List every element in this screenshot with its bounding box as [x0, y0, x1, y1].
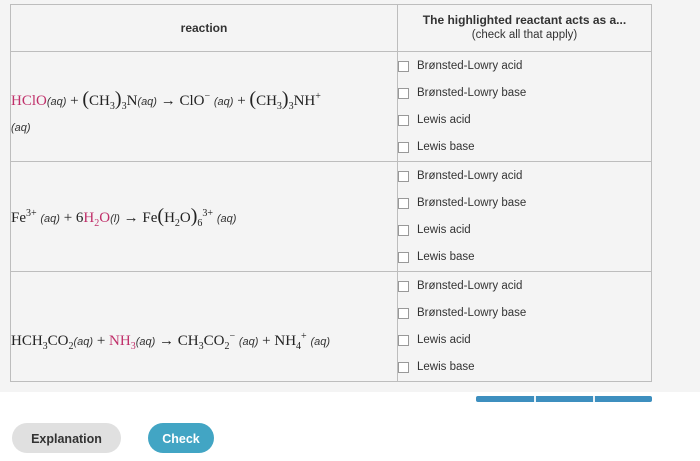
option-row[interactable]	[398, 190, 651, 217]
equation-part: → CH	[155, 333, 199, 349]
option-checkbox[interactable]	[398, 142, 409, 153]
equation-part: + 6	[59, 209, 84, 226]
equation-part: H	[83, 209, 95, 226]
equation-part: (l)	[110, 212, 120, 225]
equation-part: (	[157, 204, 165, 227]
option-row[interactable]	[398, 273, 651, 300]
equation-part: (aq)	[216, 212, 237, 225]
equation-part: 3	[121, 100, 127, 112]
option-label: Lewis acid	[417, 114, 471, 126]
progress-divider	[534, 396, 536, 402]
equation-part: 3	[288, 100, 294, 112]
equation-part: +	[301, 331, 307, 342]
reaction-equation-2	[11, 162, 398, 272]
progress-divider	[593, 396, 595, 402]
equation-part: CH	[89, 92, 110, 109]
equation-text	[11, 331, 397, 352]
option-label: Brønsted-Lowry acid	[417, 60, 523, 72]
options-group-3	[398, 272, 652, 382]
equation-part: NH	[109, 333, 131, 349]
option-label: Brønsted-Lowry base	[417, 307, 527, 319]
equation-part: (aq)	[213, 95, 234, 108]
equation-part: 6	[197, 217, 203, 229]
equation-part: )	[114, 87, 122, 110]
reaction-table	[10, 4, 652, 382]
option-row[interactable]	[398, 163, 651, 190]
equation-text	[11, 205, 397, 229]
equation-part: (aq)	[40, 212, 60, 225]
option-label: Brønsted-Lowry acid	[417, 170, 523, 182]
option-row[interactable]	[398, 107, 651, 134]
option-checkbox[interactable]	[398, 171, 409, 182]
explanation-button[interactable]: Explanation	[12, 423, 121, 453]
option-checkbox[interactable]	[398, 362, 409, 373]
equation-part: 3	[42, 341, 48, 352]
equation-part: (	[82, 87, 90, 110]
reaction-row-2	[11, 162, 652, 272]
equation-part: −	[204, 90, 211, 102]
question-subtitle: (check all that apply)	[471, 29, 578, 41]
equation-part: 2	[224, 341, 230, 352]
equation-part: 2	[68, 341, 74, 352]
option-label: Lewis acid	[417, 224, 471, 236]
equation-part: N	[126, 92, 138, 109]
equation-part: (aq)	[73, 336, 94, 348]
equation-part: 3	[130, 341, 136, 352]
reaction-row-1	[11, 52, 652, 162]
equation-part: (aq)	[238, 336, 259, 348]
equation-part: 2	[94, 217, 100, 229]
equation-part: HCH	[11, 333, 43, 349]
equation-part: HClO	[11, 92, 47, 109]
equation-part: 4	[296, 341, 302, 352]
equation-part: 3	[276, 100, 282, 112]
option-label: Lewis acid	[417, 334, 471, 346]
equation-part: +	[315, 90, 321, 102]
equation-part: )	[281, 87, 289, 110]
equation-part: 2	[174, 217, 180, 229]
option-row[interactable]	[398, 244, 651, 271]
option-checkbox[interactable]	[398, 225, 409, 236]
equation-wrap-state: (aq)	[11, 121, 31, 134]
question-title: The highlighted reactant acts as a...	[422, 13, 627, 27]
equation-part: −	[229, 331, 236, 342]
equation-part: O	[99, 209, 111, 226]
equation-part: NH	[293, 92, 316, 109]
equation-part: → Fe	[119, 209, 158, 226]
equation-text	[11, 88, 397, 112]
equation-part: O	[179, 209, 191, 226]
option-row[interactable]	[398, 327, 651, 354]
equation-part: → ClO	[156, 92, 205, 109]
option-label: Lewis base	[417, 251, 475, 263]
table-header-row	[11, 5, 652, 52]
equation-part: (aq)	[310, 336, 330, 348]
option-row[interactable]	[398, 354, 651, 381]
option-row[interactable]	[398, 300, 651, 327]
equation-part: +	[233, 92, 250, 109]
option-row[interactable]	[398, 53, 651, 80]
options-group-1	[398, 52, 652, 162]
question-column-header	[398, 5, 652, 52]
equation-part: +	[66, 92, 83, 109]
equation-part: CO	[203, 333, 225, 349]
option-label: Lewis base	[417, 361, 475, 373]
option-checkbox[interactable]	[398, 308, 409, 319]
option-checkbox[interactable]	[398, 198, 409, 209]
equation-part: +	[93, 333, 110, 349]
equation-part: )	[190, 204, 198, 227]
option-checkbox[interactable]	[398, 252, 409, 263]
option-label: Brønsted-Lowry base	[417, 87, 527, 99]
equation-part: CH	[256, 92, 277, 109]
option-checkbox[interactable]	[398, 335, 409, 346]
option-row[interactable]	[398, 80, 651, 107]
equation-part: (	[249, 87, 257, 110]
option-checkbox[interactable]	[398, 88, 409, 99]
equation-part: (aq)	[137, 95, 157, 108]
equation-part: 3	[109, 100, 115, 112]
equation-part: (aq)	[46, 95, 67, 108]
reaction-equation-1	[11, 52, 398, 162]
reaction-row-3	[11, 272, 652, 382]
option-label: Lewis base	[417, 141, 475, 153]
option-checkbox[interactable]	[398, 281, 409, 292]
progress-bar	[476, 396, 652, 402]
option-label: Brønsted-Lowry acid	[417, 280, 523, 292]
option-checkbox[interactable]	[398, 61, 409, 72]
equation-part: CO	[47, 333, 69, 349]
option-row[interactable]	[398, 134, 651, 161]
equation-part: Fe	[11, 209, 26, 226]
option-row[interactable]	[398, 217, 651, 244]
reaction-equation-3	[11, 272, 398, 382]
equation-part: + NH	[258, 333, 297, 349]
equation-part: H	[164, 209, 175, 226]
equation-part: (aq)	[135, 336, 156, 348]
check-button[interactable]: Check	[148, 423, 214, 453]
equation-part: 3+	[202, 207, 214, 219]
equation-part: 3	[198, 341, 204, 352]
options-group-2	[398, 162, 652, 272]
reaction-column-header: reaction	[11, 5, 398, 52]
equation-part: 3+	[26, 207, 37, 219]
option-label: Brønsted-Lowry base	[417, 197, 527, 209]
option-checkbox[interactable]	[398, 115, 409, 126]
